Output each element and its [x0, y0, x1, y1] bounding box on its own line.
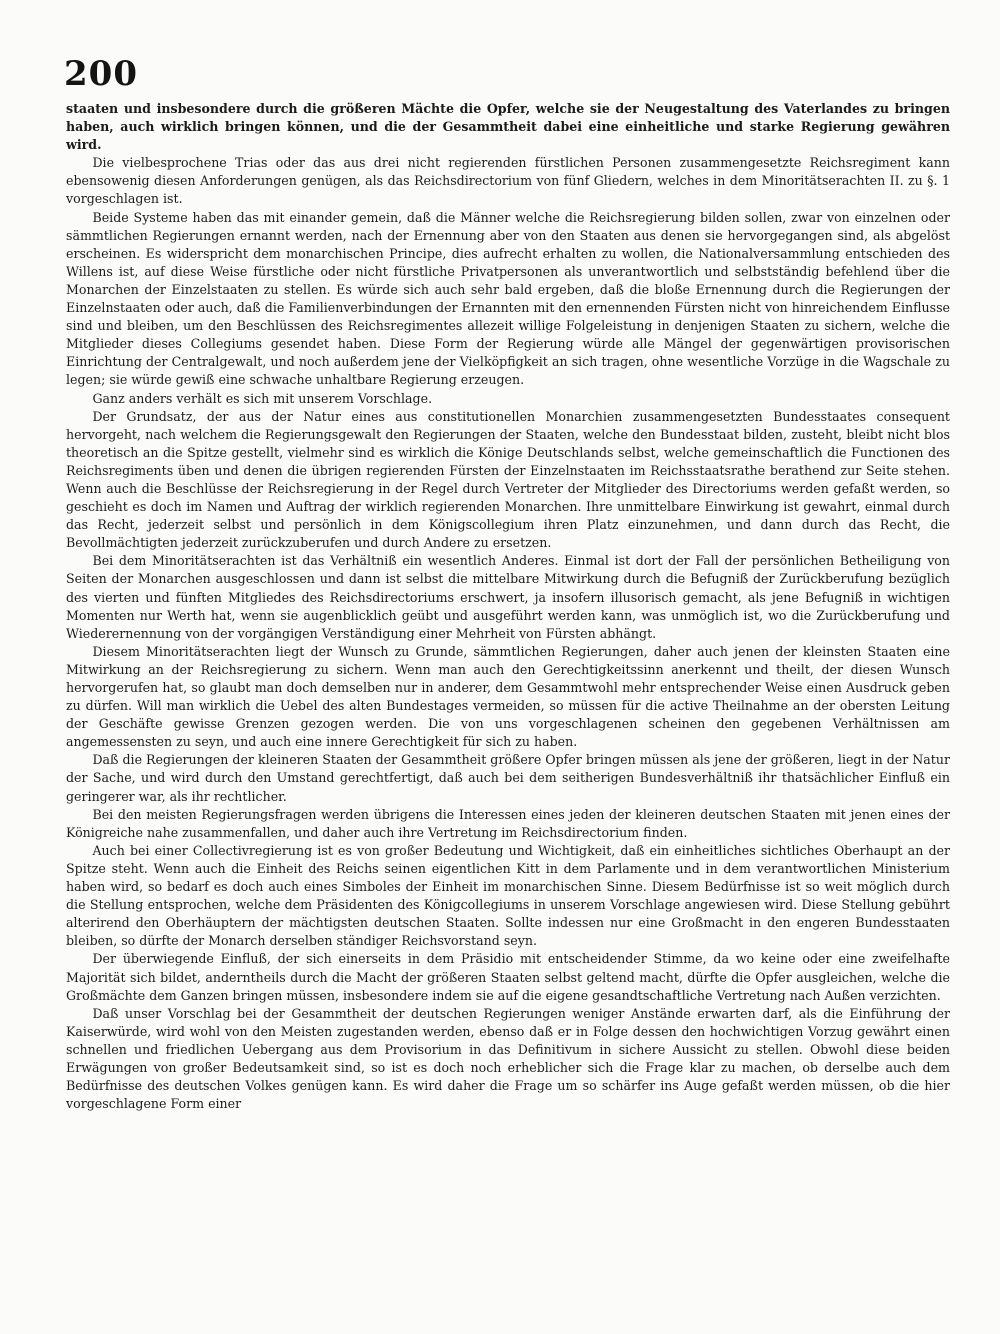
- paragraph-7: Diesem Minoritätserachten liegt der Wunsch zu Grunde, sämmtlichen Regierungen, daher auch jenen der kleinsten Staaten eine Mitwirkung an der Reichsregierung zu sichern. Wenn man auch den Gerechtigkeitssinn anerkennt und theilt, der diesen Wunsch hervorgerufen hat, so glaubt man doch demselben nur in anderer, dem Gesammtwohl mehr entsprechender Weise einen Ausdruck geben zu dürfen. Will man wirklich die Uebel des alten Bundestages vermeiden, so müssen für die active Theilnahme an der obersten Leitung der Geschäfte gewisse Grenzen gezogen werden. Die von uns vorgeschlagenen scheinen den gegebenen Verhältnissen am angemessensten zu seyn, und auch eine innere Gerechtigkeit für sich zu haben.: [66, 643, 950, 750]
- paragraph-1: staaten und insbesondere durch die größeren Mächte die Opfer, welche sie der Neugestaltung des Vaterlandes zu bringen haben, auch wirklich bringen können, und die der Gesammtheit dabei eine einheitliche und starke Regierung gewähren wird.: [66, 101, 950, 153]
- paragraph-6: Bei dem Minoritätserachten ist das Verhältniß ein wesentlich Anderes. Einmal ist dort der Fall der persönlichen Betheiligung von Seiten der Monarchen ausgeschlossen und dann ist selbst die mittelbare Mitwirkung durch die Befugniß der Zurückberufung bezüglich des vierten und fünften Mitgliedes des Reichsdirectoriums erschwert, ja insofern illusorisch gemacht, als jene Befugniß in wichtigen Momenten nur Werth hat, wenn sie augenblicklich geübt und ausgeführt werden kann, was unmöglich ist, wo die Zurückberufung und Wiederernennung von der vorgängigen Verständigung einer Mehrheit von Fürsten abhängt.: [66, 553, 950, 641]
- paragraph-2: Die vielbesprochene Trias oder das aus drei nicht regierenden fürstlichen Personen zusammengesetzte Reichsregiment kann ebensowenig diesen Anforderungen genügen, als das Reichsdirectorium von fünf Gliedern, welches in dem Minoritätserachten II. zu §. 1 vorgeschlagen ist.: [66, 155, 950, 207]
- paragraph-5: Der Grundsatz, der aus der Natur eines aus constitutionellen Monarchien zusammengesetzten Bundesstaates consequent hervorgeht, nach welchem die Regierungsgewalt den Regierungen der Staaten, welche den Bundesstaat bilden, zusteht, bleibt nicht blos theoretisch an die Spitze gestellt, vielmehr sind es wirklich die Könige Deutschlands selbst, welche gemeinschaftlich die Functionen des Reichsregiments üben und denen die übrigen regierenden Fürsten der Einzelnstaaten im Reichsstaatsrathe berathend zur Seite stehen. Wenn auch die Beschlüsse der Reichsregierung in der Regel durch Vertreter der Mitglieder des Directoriums werden gefaßt werden, so geschieht es doch im Namen und Auftrag der wirklich regierenden Monarchen. Ihre unmittelbare Einwirkung ist gewahrt, einmal durch das Recht, jederzeit selbst und persönlich in dem Königscollegium ihren Platz einzunehmen, und dann durch das Recht, die Bevollmächtigten jederzeit zurückzuberufen und durch Andere zu ersetzen.: [66, 408, 950, 551]
- paragraph-12: Daß unser Vorschlag bei der Gesammtheit der deutschen Regierungen weniger Anstände erwarten darf, als die Einführung der Kaiserwürde, wird wohl von den Meisten zugestanden werden, ebenso daß er in Folge dessen den hochwichtigen Vorzug gewährt einen schnellen und friedlichen Uebergang aus dem Provisorium in das Definitivum in sichere Aussicht zu stellen. Obwohl diese beiden Erwägungen von großer Bedeutsamkeit sind, so ist es doch noch erheblicher sich die Frage klar zu machen, ob derselbe auch dem Bedürfnisse des deutschen Volkes genügen kann. Es wird daher die Frage um so schärfer ins Auge gefaßt werden müssen, ob die hier vorgeschlagene Form einer: [66, 1005, 950, 1112]
- paragraph-10: Auch bei einer Collectivregierung ist es von großer Bedeutung und Wichtigkeit, daß ein einheitliches sichtliches Oberhaupt an der Spitze steht. Wenn auch die Einheit des Reichs seinen eigentlichen Kitt in dem Parlamente und in dem verantwortlichen Ministerium haben wird, so bedarf es doch auch eines Simboles der Einheit im monarchischen Sinne. Diesem Bedürfnisse ist so weit möglich durch die Stellung entsprochen, welche dem Präsidenten des Königcollegiums in unserem Vorschlage angewiesen wird. Diese Stellung gebührt alterirend den Oberhäuptern der mächtigsten deutschen Staaten. Sollte indessen nur eine Großmacht in den engeren Bundesstaaten bleiben, so dürfte der Monarch derselben ständiger Reichsvorstand seyn.: [66, 842, 950, 949]
- paragraph-3: Beide Systeme haben das mit einander gemein, daß die Männer welche die Reichsregierung bilden sollen, zwar von einzelnen oder sämmtlichen Regierungen ernannt werden, nach der Ernennung aber von den Staaten aus denen sie hervorgegangen sind, als abgelöst erscheinen. Es widerspricht dem monarchischen Principe, dies aufrecht erhalten zu wollen, die Nationalversammlung entschieden des Willens ist, auf diese Weise fürstliche oder nicht fürstliche Privatpersonen als unverantwortlich und selbstständig befehlend über die Monarchen der Einzelstaaten zu stellen. Es würde sich auch sehr bald ergeben, daß die bloße Ernennung durch die Regierungen der Einzelnstaaten oder auch, daß die Familienverbindungen der Ernannten mit den ernennenden Fürsten nicht von hinreichendem Einflusse sind und bleiben, um den Beschlüssen des Reichsregimentes allezeit willige Folgeleistung in denjenigen Staaten zu sichern, welche die Mitglieder dieses Collegiums gesendet haben. Diese Form der Regierung würde alle Mängel der gegenwärtigen provisorischen Einrichtung der Centralgewalt, und noch außerdem jene der Vielköpfigkeit an sich tragen, ohne wesentliche Vorzüge in die Wagschale zu legen; sie würde gewiß eine schwache unhaltbare Regierung erzeugen.: [66, 209, 950, 388]
- paragraph-11: Der überwiegende Einfluß, der sich einerseits in dem Präsidio mit entscheidender Stimme, da wo keine oder eine zweifelhafte Majorität sich bildet, anderntheils durch die Macht der größeren Staaten selbst geltend macht, dürfte die Opfer ausgleichen, welche die Großmächte dem Ganzen bringen müssen, insbesondere indem sie auf die eigene gesandtschaftliche Vertretung nach Außen verzichten.: [66, 951, 950, 1003]
- paragraph-4: Ganz anders verhält es sich mit unserem Vorschlage.: [92, 390, 433, 406]
- body-text: [66, 100, 950, 1113]
- page-number: 200: [64, 54, 138, 94]
- paragraph-8: Daß die Regierungen der kleineren Staaten der Gesammtheit größere Opfer bringen müssen als jene der größeren, liegt in der Natur der Sache, und wird durch den Umstand gerechtfertigt, daß auch bei dem seitherigen Bundesverhältniß ihr thatsächlicher Einfluß ein geringerer war, als ihr rechtlicher.: [66, 752, 950, 804]
- paragraph-9: Bei den meisten Regierungsfragen werden übrigens die Interessen eines jeden der kleineren deutschen Staaten mit jenen eines der Königreiche nahe zusammenfallen, und daher auch ihre Vertretung im Reichsdirectorium finden.: [66, 806, 950, 840]
